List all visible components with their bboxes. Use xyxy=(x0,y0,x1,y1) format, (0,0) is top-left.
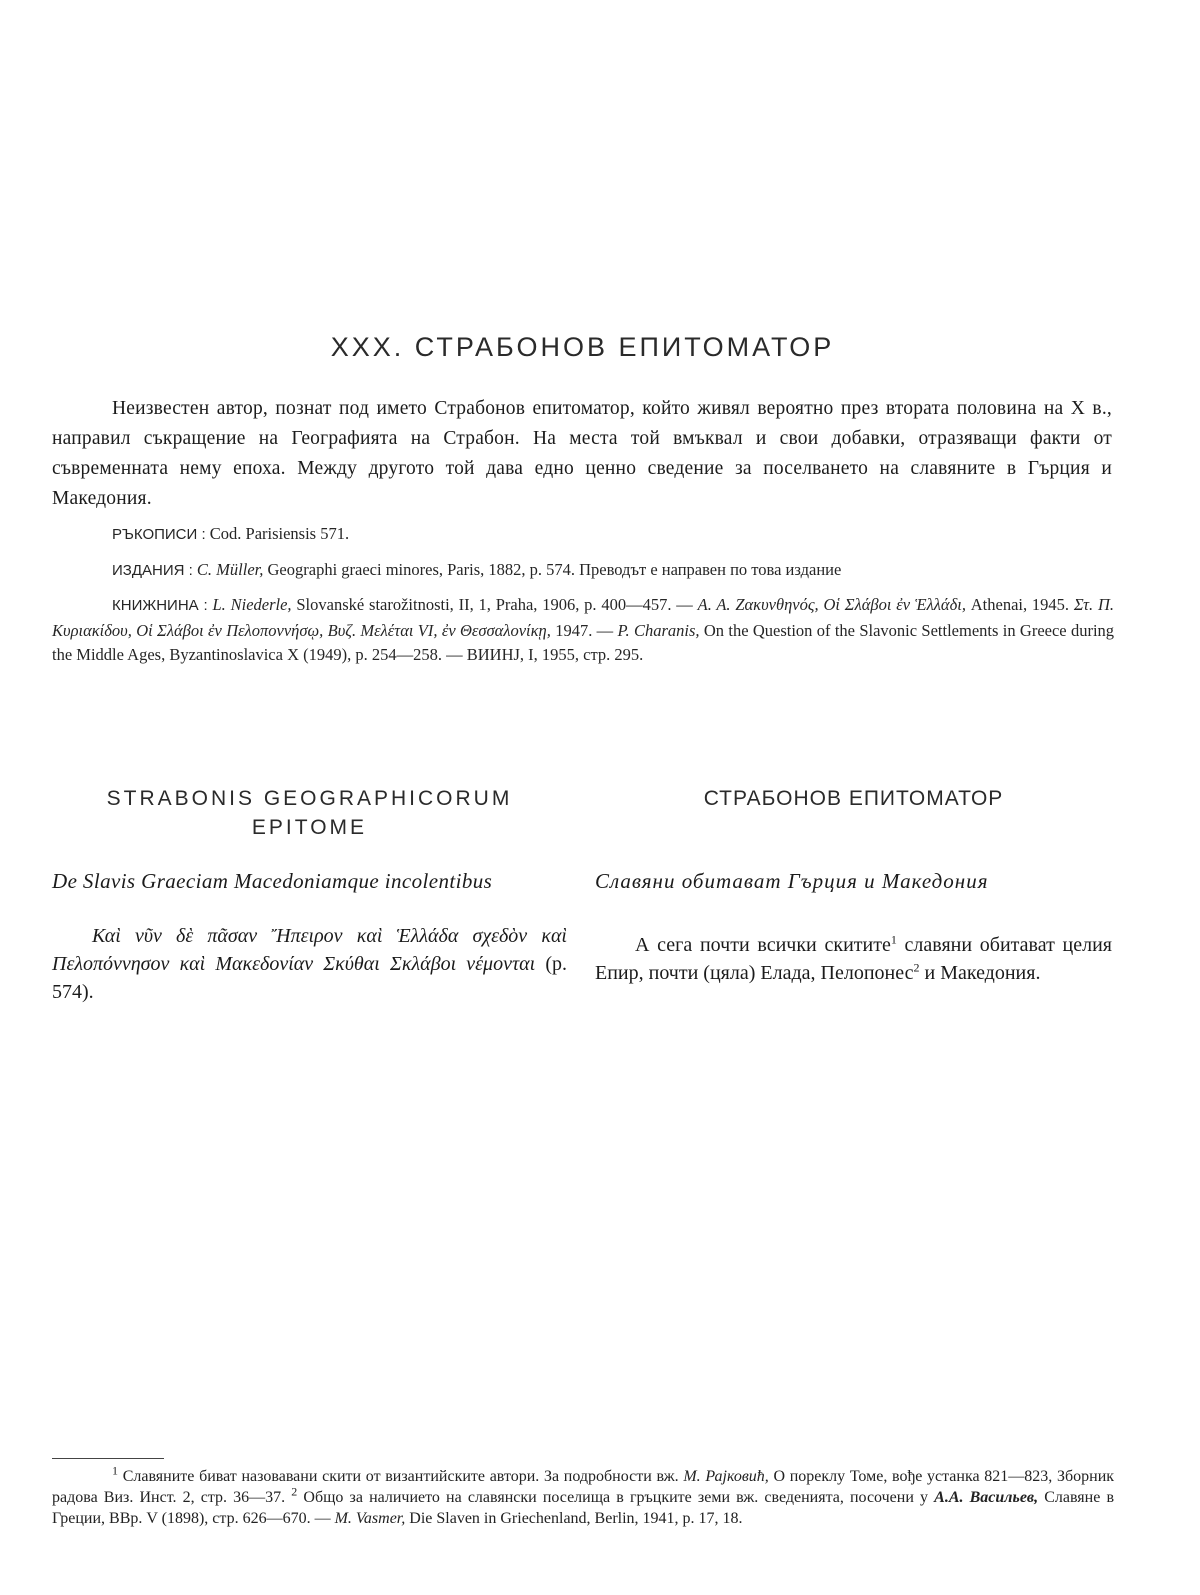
footnote-ref-2: 2 xyxy=(913,960,920,975)
footnote-1-text-b: О пореклу Томе, вође устанка 821—823, Зборник радова Виз. Инст. 2, стр. 36—37. xyxy=(52,1468,1115,1506)
greek-page-ref: (p. 574). xyxy=(52,953,567,1003)
manuscripts-entry xyxy=(52,522,1114,548)
literature-entry xyxy=(52,593,1114,668)
editions-label: ИЗДАНИЯ : xyxy=(112,561,193,579)
footnote-2-author: А.А. Васильев, xyxy=(934,1489,1039,1506)
footnote-2-number: 2 xyxy=(291,1484,298,1499)
footnote-2-author-2: M. Vasmer, xyxy=(334,1510,406,1527)
left-column-subtitle: De Slavis Graeciam Macedoniamque incolentibus xyxy=(52,869,493,893)
translation-text-2: славяни обитават целия Епир, почти (цяла) Елада, Пелопонес xyxy=(595,934,1112,984)
footnotes xyxy=(52,1463,1115,1529)
footnote-divider xyxy=(52,1458,164,1459)
translation-passage xyxy=(595,931,1112,987)
right-column-heading: СТРАБОНОВ ЕПИТОМАТОР xyxy=(703,787,1004,810)
chapter-title: XXX. СТРАБОНОВ ЕПИТОМАТОР xyxy=(330,332,835,362)
manuscripts-label: РЪКОПИСИ : xyxy=(112,526,206,543)
bulgarian-column xyxy=(595,784,1112,987)
greek-text: Καὶ νῦν δὲ πᾶσαν Ἤπειρον καὶ Ἑλλάδα σχεδὸν καὶ Πελοπόννησον καὶ Μακεδονίαν Σκύθαι Σκλάβοι νέμονται xyxy=(52,925,567,975)
footnote-ref-1: 1 xyxy=(890,932,897,947)
footnote-2-text-b: Славяне в Греции, ВВр. V (1898), стр. 626—670. — xyxy=(52,1489,1115,1527)
greek-passage xyxy=(52,922,567,1006)
footnote-1-number: 1 xyxy=(112,1463,118,1478)
editions-text: Geographi graeci minores, Paris, 1882, p. 574. Преводът е направен по това издание xyxy=(267,559,842,579)
footnote-1-author: М. Рајковић, xyxy=(683,1468,769,1485)
literature-author-4: P. Charanis, xyxy=(617,620,700,640)
translation-text-1: А сега почти всички скитите xyxy=(635,934,891,956)
right-column-subtitle: Славяни обитават Гърция и Македония xyxy=(595,869,989,893)
editions-entry xyxy=(52,558,1114,584)
footnote-2-text-c: Die Slaven in Griechenland, Berlin, 1941, p. 17, 18. xyxy=(409,1510,743,1527)
editions-author: C. Müller, xyxy=(196,559,264,579)
left-column-heading: STRABONIS GEOGRAPHICORUM EPITOME xyxy=(106,787,513,839)
literature-label: КНИЖНИНА : xyxy=(112,597,208,614)
literature-text-1: Slovanské starožitnosti, II, 1, Praha, 1906, p. 400—457. — xyxy=(296,595,693,614)
literature-text-3: 1947. — xyxy=(555,620,614,640)
literature-text-4: On the Question of the Slavonic Settlements in Greece during the Middle Ages, Byzantinoslavica X (1949), p. 254—258. — ВИИНЈ, I, 1955, стр. 295. xyxy=(52,620,1115,664)
intro-paragraph: Неизвестен автор, познат под името Страбонов епитоматор, който живял вероятно през втората половина на X в., направил съкращение на Географията на Страбон. На места той вмъквал и свои добавки, отразяващи факти от съвременната нему епоха. Между другото той дава едно ценно сведение за поселването на славяните в Гърция и Македония. xyxy=(52,398,1112,509)
latin-greek-column xyxy=(52,784,567,1006)
footnote-1-text-a: Славяните биват назовавани скити от византийските автори. За подробности вж. xyxy=(122,1468,679,1485)
literature-author-2: Α. Α. Ζακυνθηνός, Οἱ Σλάβοι ἐν Ἑλλάδι, xyxy=(697,595,966,614)
bibliography xyxy=(52,522,1114,678)
footnote-2-text-a: Общо за наличието на славянски поселища в гръцките земи вж. сведенията, посочени у xyxy=(303,1489,929,1506)
literature-author-3: Στ. Π. Κυριακίδου, Οἱ Σλάβοι ἐν Πελοποννήσῳ, Βυζ. Μελέται VI, ἐν Θεσσαλονίκῃ, xyxy=(52,595,1114,640)
translation-text-3: и Македония. xyxy=(924,962,1041,984)
literature-text-2: Athenai, 1945. xyxy=(970,595,1070,614)
literature-author-1: L. Niederle, xyxy=(212,595,292,614)
manuscripts-text: Cod. Parisiensis 571. xyxy=(209,524,350,543)
